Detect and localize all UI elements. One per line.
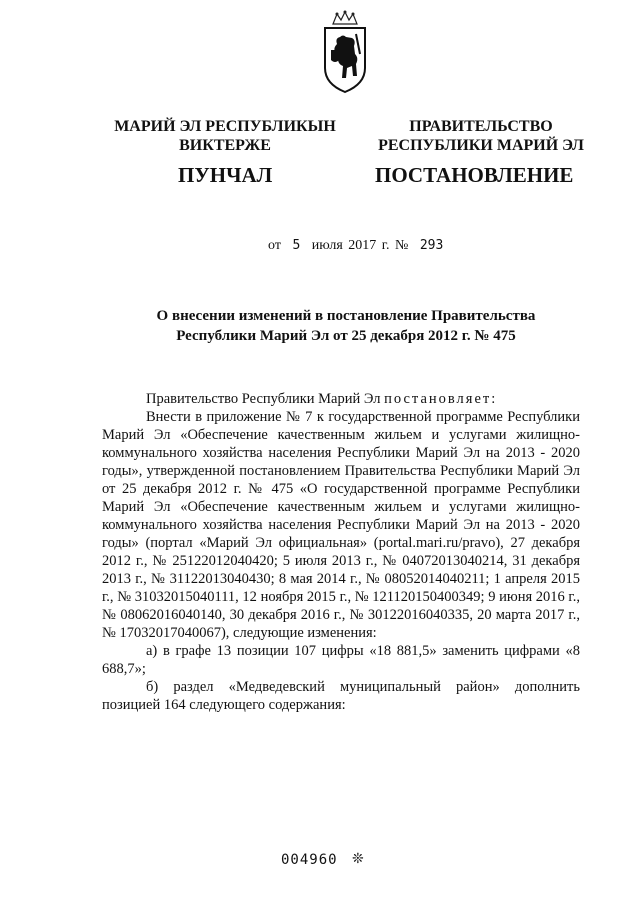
- serial-number: 004960: [281, 852, 338, 868]
- right-header-line2: РЕСПУБЛИКИ МАРИЙ ЭЛ: [378, 137, 584, 154]
- security-mark-icon: ❊: [352, 852, 364, 867]
- intro-text: Правительство Республики Марий Эл: [146, 391, 385, 407]
- paragraph-1: Внести в приложение № 7 к государственной программе Республики Марий Эл «Обеспечение качественным жильем и услугами жилищно-коммунального хозяйства населения Республики Марий Эл на 2013 - 2020 годы», утвержденной постановлением Правительства Республики Марий Эл от 25 декабря 2012 г. № 475 «О государственной программе Республики Марий Эл «Обеспечение качественным жильем и услугами жилищно-коммунального хозяйства населения Республики Марий Эл на 2013 - 2020 годы» (портал «Марий Эл официальная» (portal.mari.ru/pravo), 27 декабря 2012 г., № 25122012040420; 5 июля 2013 г., № 04072013040214, 31 декабря 2013 г., № 31122013040430; 8 мая 2014 г., № 08052014040211; 1 апреля 2015 г., № 31032015040111, 12 ноября 2015 г., № 121120150400349; 9 июня 2016 г., № 08062016040140, 30 декабря 2016 г., № 30122016040335, 20 марта 2017 г., № 17032017040067), следующие изменения:: [102, 409, 580, 641]
- title-line1: О внесении изменений в постановление Правительства: [156, 308, 536, 324]
- left-header-line2: ВИКТЕРЖЕ: [179, 137, 271, 154]
- document-title: [120, 306, 572, 346]
- intro-decree-word: постановляет:: [384, 391, 498, 407]
- left-header-line1: МАРИЙ ЭЛ РЕСПУБЛИКЫН: [114, 118, 336, 135]
- date-month-year: июля 2017 г.: [311, 238, 390, 253]
- right-header: [366, 117, 596, 155]
- title-line2: Республики Марий Эл от 25 декабря 2012 г. № 475: [176, 328, 516, 344]
- document-number: 293: [419, 238, 444, 253]
- item-a: а) в графе 13 позиции 107 цифры «18 881,5» заменить цифрами «8 688,7»;: [102, 643, 580, 677]
- left-header: [100, 117, 350, 155]
- date-prefix: от: [268, 238, 281, 253]
- date-line: [268, 238, 449, 254]
- date-day: 5: [292, 238, 301, 253]
- right-doc-type: ПОСТАНОВЛЕНИЕ: [375, 163, 574, 187]
- item-b: б) раздел «Медведевский муниципальный район» дополнить позицией 164 следующего содержания:: [102, 679, 580, 713]
- number-sign: №: [394, 238, 409, 253]
- document-body: [102, 390, 580, 714]
- left-doc-type: ПУНЧАЛ: [178, 163, 273, 187]
- intro-paragraph: [102, 390, 580, 408]
- coat-of-arms-emblem: [319, 10, 371, 94]
- right-header-line1: ПРАВИТЕЛЬСТВО: [409, 118, 553, 135]
